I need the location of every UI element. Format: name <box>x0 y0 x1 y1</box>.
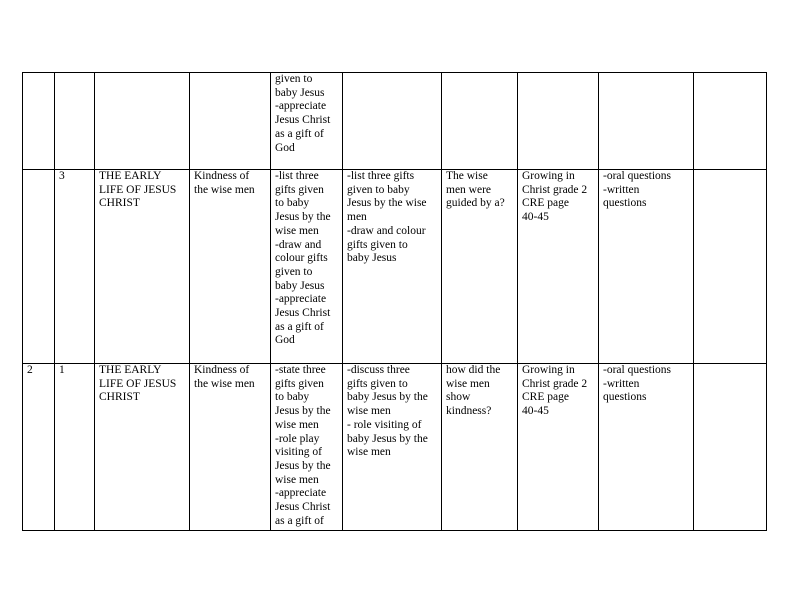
learning-outcomes-cell: given to baby Jesus -appreciate Jesus Christ as a gift of God <box>271 73 343 170</box>
learning-experiences-cell <box>343 73 442 170</box>
week-cell: 2 <box>23 364 55 531</box>
key-inquiry-cell <box>442 73 518 170</box>
resources-cell: Growing in Christ grade 2 CRE page 40-45 <box>518 364 599 531</box>
sub-strand-cell: Kindness of the wise men <box>190 364 271 531</box>
strand-cell: THE EARLY LIFE OF JESUS CHRIST <box>95 364 190 531</box>
table-row <box>23 364 767 531</box>
assessment-cell <box>599 73 694 170</box>
week-cell <box>23 73 55 170</box>
remarks-cell <box>694 364 767 531</box>
sub-strand-cell: Kindness of the wise men <box>190 170 271 364</box>
learning-outcomes-cell: -list three gifts given to baby Jesus by the wise men -draw and colour gifts given to baby Jesus -appreciate Jesus Christ as a gift of God <box>271 170 343 364</box>
lesson-cell: 1 <box>55 364 95 531</box>
strand-cell <box>95 73 190 170</box>
strand-cell: THE EARLY LIFE OF JESUS CHRIST <box>95 170 190 364</box>
table-row <box>23 73 767 170</box>
sub-strand-cell <box>190 73 271 170</box>
learning-experiences-cell: -list three gifts given to baby Jesus by the wise men -draw and colour gifts given to baby Jesus <box>343 170 442 364</box>
scheme-of-work-table <box>22 72 767 531</box>
learning-outcomes-cell: -state three gifts given to baby Jesus by the wise men -role play visiting of Jesus by the wise men -appreciate Jesus Christ as a gift of <box>271 364 343 531</box>
assessment-cell: -oral questions -written questions <box>599 170 694 364</box>
assessment-cell: -oral questions -written questions <box>599 364 694 531</box>
remarks-cell <box>694 73 767 170</box>
lesson-cell: 3 <box>55 170 95 364</box>
resources-cell: Growing in Christ grade 2 CRE page 40-45 <box>518 170 599 364</box>
key-inquiry-cell: how did the wise men show kindness? <box>442 364 518 531</box>
learning-experiences-cell: -discuss three gifts given to baby Jesus by the wise men - role visiting of baby Jesus by the wise men <box>343 364 442 531</box>
lesson-cell <box>55 73 95 170</box>
table-row <box>23 170 767 364</box>
resources-cell <box>518 73 599 170</box>
remarks-cell <box>694 170 767 364</box>
week-cell <box>23 170 55 364</box>
key-inquiry-cell: The wise men were guided by a? <box>442 170 518 364</box>
